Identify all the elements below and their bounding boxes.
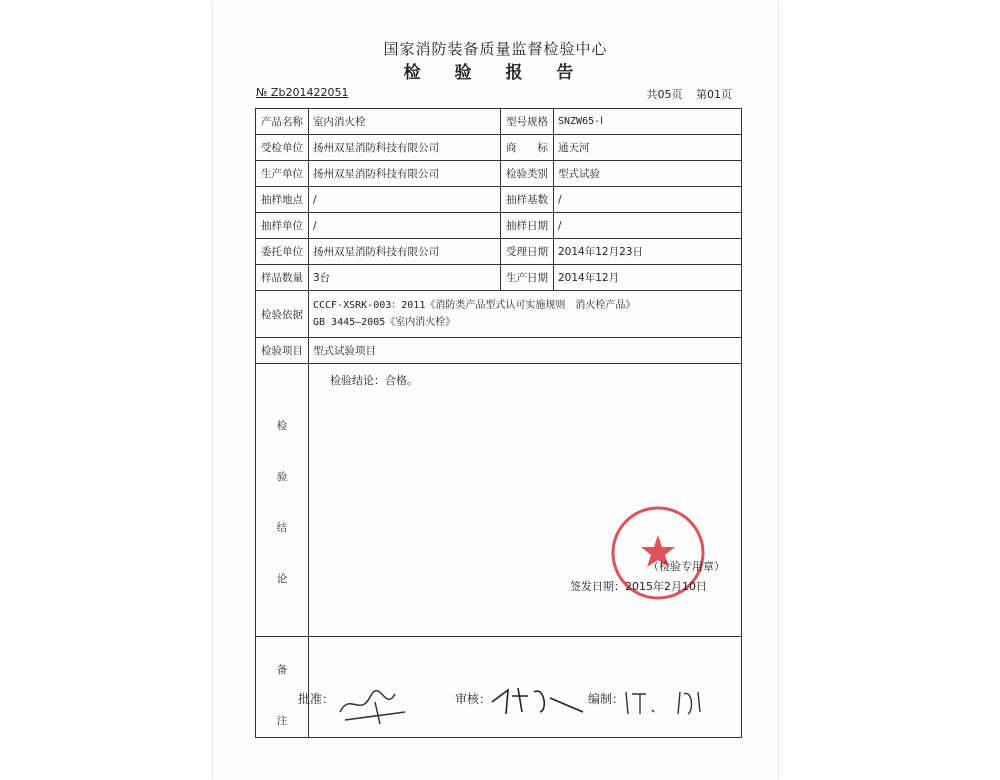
table-row xyxy=(256,291,742,338)
conclusion-char: 结 xyxy=(276,522,288,534)
approve-signature xyxy=(335,682,415,727)
basis-value xyxy=(309,291,742,338)
field-value: 2014年12月23日 xyxy=(554,239,742,265)
field-value: / xyxy=(554,187,742,213)
total-pages: 共05页 xyxy=(646,88,683,101)
conclusion-char: 检 xyxy=(276,420,288,432)
report-number: № Zb201422051 xyxy=(256,86,349,99)
field-label: 产品名称 xyxy=(256,109,309,135)
seal-label: （检验专用章） xyxy=(648,560,725,573)
field-label: 生产单位 xyxy=(256,161,309,187)
field-label: 商 标 xyxy=(501,135,554,161)
field-label: 抽样基数 xyxy=(501,187,554,213)
conclusion-char: 论 xyxy=(276,573,288,585)
field-value: 室内消火栓 xyxy=(309,109,501,135)
field-label: 抽样日期 xyxy=(501,213,554,239)
conclusion-char: 验 xyxy=(276,471,288,483)
items-value: 型式试验项目 xyxy=(309,338,742,364)
conclusion-text: 检验结论：合格。 xyxy=(330,374,418,387)
review-label: 审核： xyxy=(455,692,492,706)
field-label: 抽样单位 xyxy=(256,213,309,239)
table-row xyxy=(256,239,742,265)
field-value: 通天河 xyxy=(554,135,742,161)
field-value: 型式试验 xyxy=(554,161,742,187)
field-label: 生产日期 xyxy=(501,265,554,291)
field-value: / xyxy=(554,213,742,239)
page-info xyxy=(637,86,733,102)
remarks-char: 注 xyxy=(276,715,288,727)
field-value: / xyxy=(309,213,501,239)
table-row xyxy=(256,265,742,291)
sign-date: 签发日期：2015年2月10日 xyxy=(570,580,707,593)
current-page: 第01页 xyxy=(696,88,732,101)
remarks-char: 备 xyxy=(276,664,288,676)
field-label: 检验类别 xyxy=(501,161,554,187)
table-row xyxy=(256,213,742,239)
field-value: 扬州双星消防科技有限公司 xyxy=(309,161,501,187)
field-label: 抽样地点 xyxy=(256,187,309,213)
field-value: / xyxy=(309,187,501,213)
field-value: SNZW65-Ⅰ xyxy=(554,109,742,135)
field-value: 2014年12月 xyxy=(554,265,742,291)
field-label: 样品数量 xyxy=(256,265,309,291)
field-label: 委托单位 xyxy=(256,239,309,265)
review-signature xyxy=(488,682,588,722)
table-row xyxy=(256,338,742,364)
compile-label: 编制： xyxy=(588,692,625,706)
remarks-label xyxy=(256,637,309,738)
field-value: 3台 xyxy=(309,265,501,291)
table-row xyxy=(256,109,742,135)
field-label: 型号规格 xyxy=(501,109,554,135)
approve-label: 批准： xyxy=(298,692,335,706)
table-row xyxy=(256,135,742,161)
field-value: 扬州双星消防科技有限公司 xyxy=(309,135,501,161)
field-value: 扬州双星消防科技有限公司 xyxy=(309,239,501,265)
conclusion-label xyxy=(256,364,309,637)
basis-line-2: GB 3445—2005《室内消火栓》 xyxy=(313,317,456,328)
compile-signature xyxy=(622,686,712,718)
report-title: 检 验 报 告 xyxy=(403,63,588,83)
org-title: 国家消防装备质量监督检验中心 xyxy=(383,40,608,58)
field-label: 受理日期 xyxy=(501,239,554,265)
table-row xyxy=(256,161,742,187)
basis-label: 检验依据 xyxy=(256,291,309,338)
basis-line-1: CCCF-XSRK-003：2011《消防类产品型式认可实施规则 消火栓产品》 xyxy=(313,300,636,311)
table-row xyxy=(256,187,742,213)
items-label: 检验项目 xyxy=(256,338,309,364)
report-table xyxy=(255,108,742,738)
field-label: 受检单位 xyxy=(256,135,309,161)
